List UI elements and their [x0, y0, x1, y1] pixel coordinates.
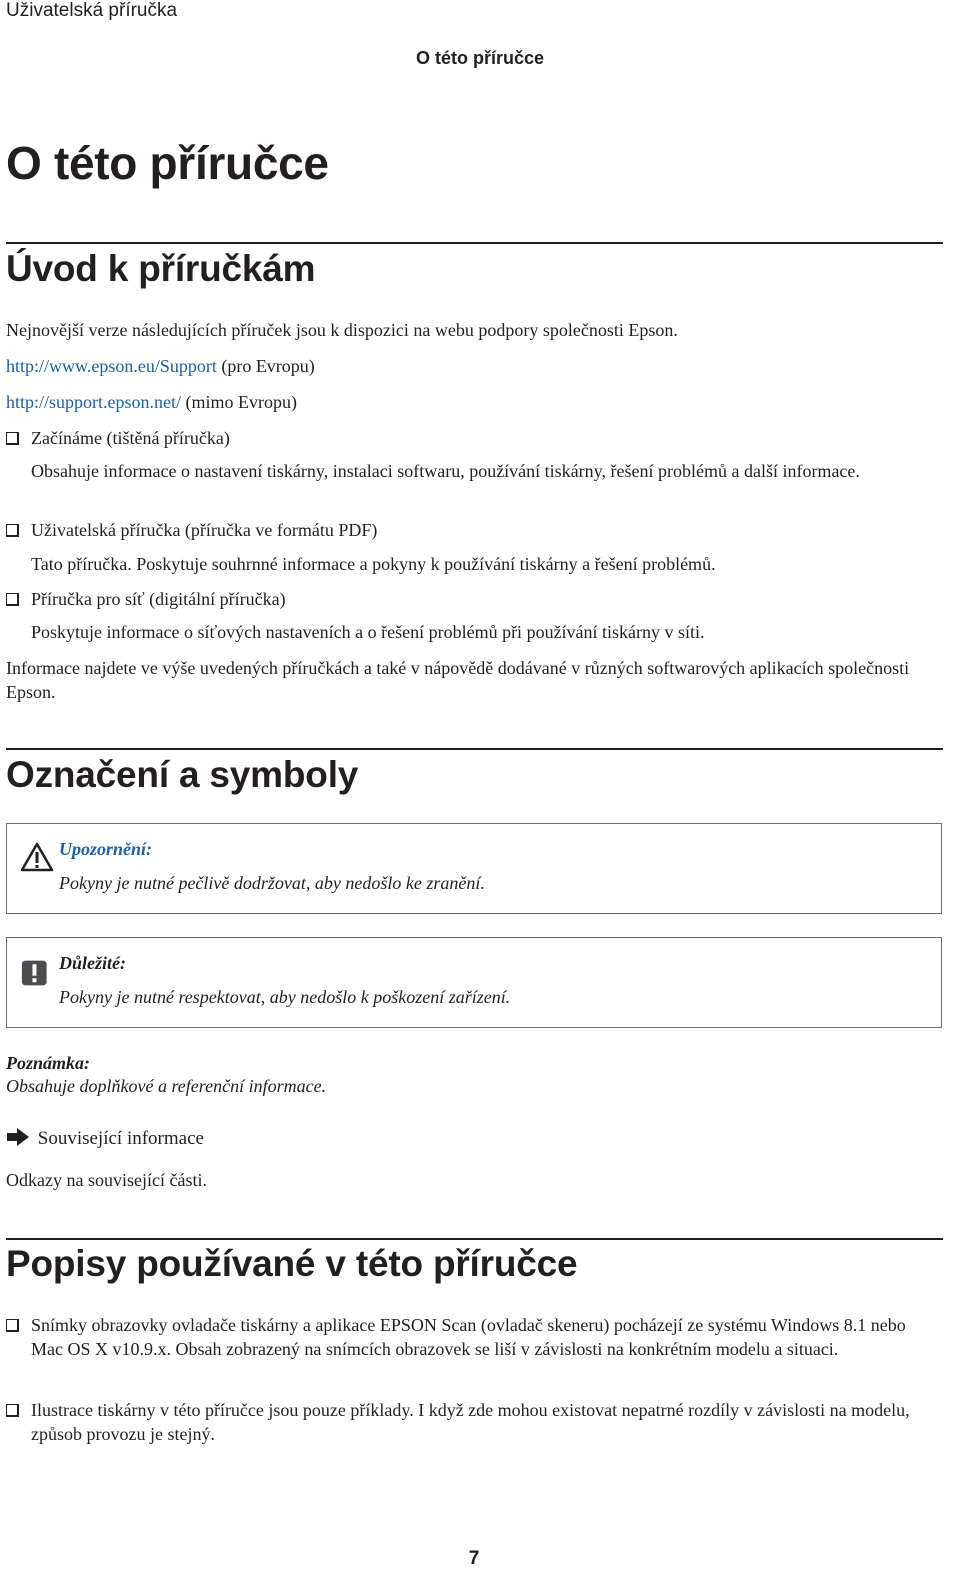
- arrow-right-icon: [6, 1128, 30, 1146]
- list-item: [6, 1313, 936, 1359]
- checkbox-bullet-icon: [6, 1404, 19, 1417]
- exclamation-icon: [21, 958, 51, 988]
- support-link-europe[interactable]: http://www.epson.eu/Support: [6, 356, 217, 376]
- caution-text: Pokyny je nutné pečlivě dodržovat, aby nedošlo ke zranění.: [59, 873, 485, 893]
- manual-description: Obsahuje informace o nastavení tiskárny, instalaci softwaru, používání tiskárny, řešení problémů a další informace.: [31, 461, 860, 481]
- note-title: Poznámka:: [6, 1053, 91, 1073]
- list-item: [6, 426, 936, 450]
- manual-title: Začínáme (tištěná příručka): [31, 428, 230, 448]
- section-rule: [6, 748, 943, 750]
- important-box: [6, 937, 942, 1028]
- symbols-heading: Označení a symboly: [6, 754, 359, 795]
- descriptions-heading: Popisy používané v této příručce: [6, 1243, 578, 1284]
- manual-title: Uživatelská příručka (příručka ve formátu PDF): [31, 520, 378, 540]
- intro-closing: Informace najdete ve výše uvedených příručkách a také v nápovědě dodávané v různých softwarových aplikacích společnosti Epson.: [6, 658, 910, 702]
- intro-lead: Nejnovější verze následujících příruček jsou k dispozici na webu podpory společnosti Epson.: [6, 320, 678, 340]
- important-text: Pokyny je nutné respektovat, aby nedošlo k poškození zařízení.: [59, 987, 511, 1007]
- link-line: [6, 354, 936, 378]
- checkbox-bullet-icon: [6, 524, 19, 537]
- link-note: (mimo Evropu): [185, 392, 297, 412]
- page-number: 7: [468, 1548, 480, 1569]
- related-info: [6, 1128, 204, 1150]
- important-title: Důležité:: [59, 953, 126, 973]
- intro-heading: Úvod k příručkám: [6, 248, 316, 289]
- description-text: Snímky obrazovky ovladače tiskárny a aplikace EPSON Scan (ovladač skeneru) pocházejí ze systému Windows 8.1 nebo Mac OS X v10.9.x. Obsah zobrazený na snímcích obrazovek se liší v závislosti na konkrétním modelu a situaci.: [31, 1315, 906, 1359]
- running-header: Uživatelská příručka: [6, 0, 178, 21]
- list-item: [6, 587, 936, 611]
- list-item: [6, 518, 936, 542]
- link-line: [6, 390, 936, 414]
- related-title: Související informace: [37, 1128, 204, 1149]
- page-title: O této příručce: [6, 137, 329, 189]
- manual-description: Poskytuje informace o síťových nastaveních a o řešení problémů při používání tiskárny v síti.: [31, 622, 705, 642]
- section-rule: [6, 1238, 943, 1240]
- note-text: Obsahuje doplňkové a referenční informace.: [6, 1076, 327, 1096]
- support-link-global[interactable]: http://support.epson.net/: [6, 392, 181, 412]
- section-header: O této příručce: [415, 48, 545, 68]
- warning-triangle-icon: [20, 842, 54, 872]
- link-note: (pro Evropu): [221, 356, 315, 376]
- list-item: [6, 1398, 936, 1444]
- manual-description: Tato příručka. Poskytuje souhrnné informace a pokyny k používání tiskárny a řešení problémů.: [31, 554, 716, 574]
- caution-box: [6, 823, 942, 914]
- caution-title: Upozornění:: [59, 839, 153, 859]
- description-text: Ilustrace tiskárny v této příručce jsou pouze příklady. I když zde mohou existovat nepatrné rozdíly v závislosti na modelu, způsob provozu je stejný.: [31, 1400, 910, 1444]
- section-rule: [6, 242, 943, 244]
- checkbox-bullet-icon: [6, 593, 19, 606]
- checkbox-bullet-icon: [6, 432, 19, 445]
- related-text: Odkazy na související části.: [6, 1170, 207, 1190]
- checkbox-bullet-icon: [6, 1319, 19, 1332]
- manual-title: Příručka pro síť (digitální příručka): [31, 589, 286, 609]
